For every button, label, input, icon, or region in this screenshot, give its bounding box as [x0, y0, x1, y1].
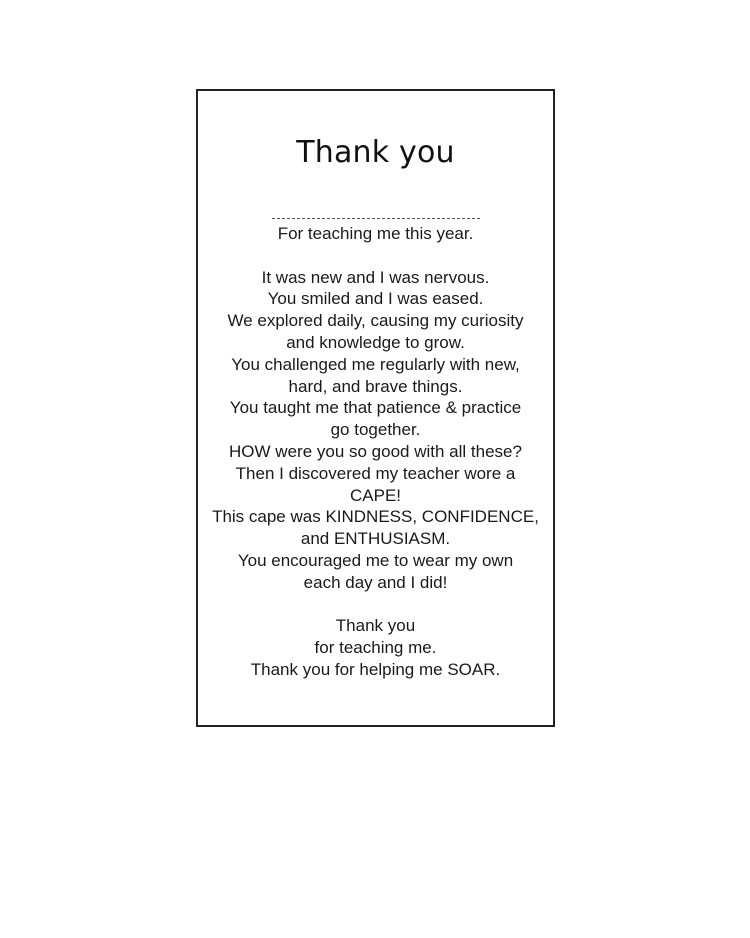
card-title: Thank you — [296, 135, 455, 170]
poem-line: Thank you for helping me SOAR. — [250, 659, 501, 679]
poem-line: You challenged me regularly with new, — [231, 354, 520, 374]
poem-line: each day and I did! — [303, 572, 448, 592]
stanza-break — [198, 245, 553, 267]
poem-line: It was new and I was nervous. — [261, 267, 490, 287]
name-blank-line — [272, 218, 480, 219]
stanza-break — [198, 594, 553, 616]
poem-line: HOW were you so good with all these? — [229, 441, 522, 461]
poem-line: We explored daily, causing my curiosity — [227, 311, 524, 331]
poem-line: and ENTHUSIASM. — [300, 529, 451, 549]
thank-you-card — [196, 89, 555, 727]
poem-line: and knowledge to grow. — [286, 332, 465, 352]
poem-line: You encouraged me to wear my own — [237, 550, 514, 570]
poem-line: Then I discovered my teacher wore a — [235, 463, 516, 483]
poem-line: for teaching me. — [314, 638, 437, 658]
poem-line: CAPE! — [349, 485, 402, 505]
poem-line: For teaching me this year. — [277, 224, 474, 243]
poem-line: Thank you — [335, 616, 416, 636]
poem-line: go together. — [330, 420, 421, 440]
poem-body — [198, 223, 553, 681]
poem-line: hard, and brave things. — [288, 376, 463, 396]
poem-line: You smiled and I was eased. — [267, 289, 484, 309]
poem-line: This cape was KINDNESS, CONFIDENCE, — [212, 507, 539, 527]
poem-line: You taught me that patience & practice — [229, 398, 522, 418]
